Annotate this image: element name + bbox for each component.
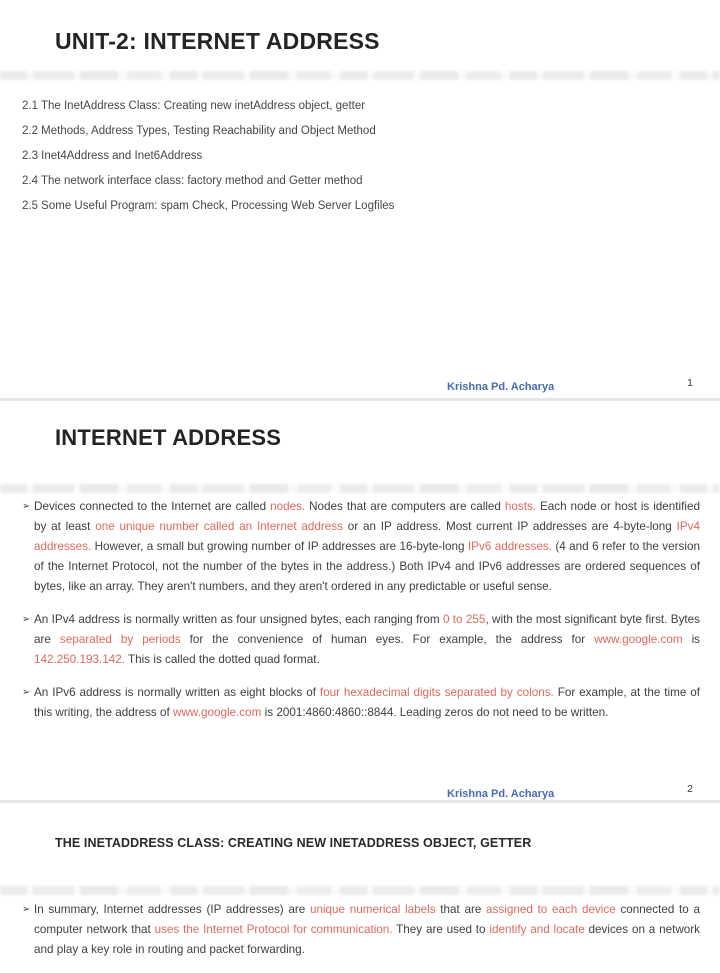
highlighted-text: 0 to 255 — [442, 613, 486, 626]
slide-title: INTERNET ADDRESS — [55, 425, 282, 450]
body-text: This is called the dotted quad format. — [125, 653, 320, 666]
toc-item: 2.5 Some Useful Program: spam Check, Processing Web Server Logfiles — [22, 200, 395, 212]
body-text: Devices connected to the Internet are called — [34, 500, 271, 513]
highlighted-text: www.google.com — [173, 706, 262, 719]
blurred-text-band — [0, 484, 720, 493]
slide-internet-address — [0, 404, 720, 803]
page-number: 1 — [687, 377, 693, 389]
body-text: In summary, Internet addresses (IP addresses) are — [34, 903, 310, 916]
footer-author: Krishna Pd. Acharya — [447, 381, 555, 393]
slide-inetaddress-class — [0, 806, 720, 960]
body-text: They are used to — [392, 923, 490, 936]
highlighted-text: four hexadecimal digits separated by colons. — [319, 686, 554, 699]
highlighted-text: 142.250.193.142. — [34, 653, 125, 666]
body-text: Nodes that are computers are called — [305, 500, 505, 513]
footer-author: Krishna Pd. Acharya — [447, 788, 555, 800]
bullet-item — [22, 683, 700, 723]
highlighted-text: unique numerical labels — [309, 903, 436, 916]
highlighted-text: www.google.com — [594, 633, 683, 646]
bullet-item — [22, 900, 700, 960]
body-text: is 2001:4860:4860::8844. Leading zeros do not need to be written. — [261, 706, 609, 719]
highlighted-text: one unique number called an Internet address — [95, 520, 343, 533]
bullet-item — [22, 610, 700, 670]
slide-title: THE INETADDRESS CLASS: CREATING NEW INETADDRESS OBJECT, GETTER — [55, 836, 532, 850]
toc-list — [22, 94, 690, 219]
bullet-paragraph — [34, 900, 700, 960]
toc-item: 2.4 The network interface class: factory method and Getter method — [22, 175, 363, 187]
bullet-paragraph — [34, 497, 700, 597]
body-text: is — [682, 633, 701, 646]
body-text: that are — [435, 903, 487, 916]
blurred-text-band — [0, 886, 720, 895]
body-text: connected to a computer network that — [34, 903, 700, 936]
body-text: An IPv4 address is normally written as four unsigned bytes, each ranging from — [34, 613, 443, 626]
toc-item: 2.2 Methods, Address Types, Testing Reachability and Object Method — [22, 125, 376, 137]
toc-item: 2.3 Inet4Address and Inet6Address — [22, 150, 203, 162]
bullet-arrow-icon: ➢ — [22, 687, 31, 698]
highlighted-text: separated by periods — [59, 633, 181, 646]
body-text: devices on a network and play a key role in routing and packet forwarding. — [34, 923, 701, 956]
body-text: However, a small but growing number of IP addresses are 16-byte-long — [91, 540, 468, 553]
highlighted-text: assigned to each device — [486, 903, 616, 916]
highlighted-text: uses the Internet Protocol for communication. — [154, 923, 393, 936]
toc-item: 2.1 The InetAddress Class: Creating new inetAddress object, getter — [22, 100, 366, 112]
bullet-arrow-icon: ➢ — [22, 501, 31, 512]
bullet-item — [22, 497, 700, 597]
body-text: , with the most significant byte first. Bytes are — [34, 613, 701, 646]
body-text: For example, at the time of this writing, the address of — [34, 686, 701, 719]
slide-unit-2-cover — [0, 0, 720, 401]
highlighted-text: identify and locate — [489, 923, 585, 936]
bullet-paragraph — [34, 610, 700, 670]
highlighted-text: hosts. — [504, 500, 537, 513]
page-number: 2 — [687, 783, 693, 795]
blurred-text-band — [0, 71, 720, 80]
highlighted-text: IPv4 addresses. — [34, 520, 700, 553]
slide-title: UNIT-2: INTERNET ADDRESS — [55, 28, 380, 54]
body-text: or an IP address. Most current IP addresses are 4-byte-long — [342, 520, 677, 533]
highlighted-text: nodes. — [270, 500, 306, 513]
bullet-paragraph — [34, 683, 700, 723]
body-text: for the convenience of human eyes. For example, the address for — [180, 633, 595, 646]
bullet-list — [22, 900, 700, 973]
bullet-arrow-icon: ➢ — [22, 614, 31, 625]
body-text: An IPv6 address is normally written as eight blocks of — [34, 686, 320, 699]
highlighted-text: IPv6 addresses. — [467, 540, 552, 553]
body-text: Each node or host is identified by at least — [34, 500, 700, 533]
bullet-list — [22, 497, 700, 736]
bullet-arrow-icon: ➢ — [22, 904, 31, 915]
body-text: (4 and 6 refer to the version of the Internet Protocol, not the number of the bytes in the address.) Both IPv4 and IPv6 addresses are ordered sequences of bytes, like an array. They aren't numbers, and they aren't ordered in any predictable or useful sense. — [34, 540, 700, 593]
